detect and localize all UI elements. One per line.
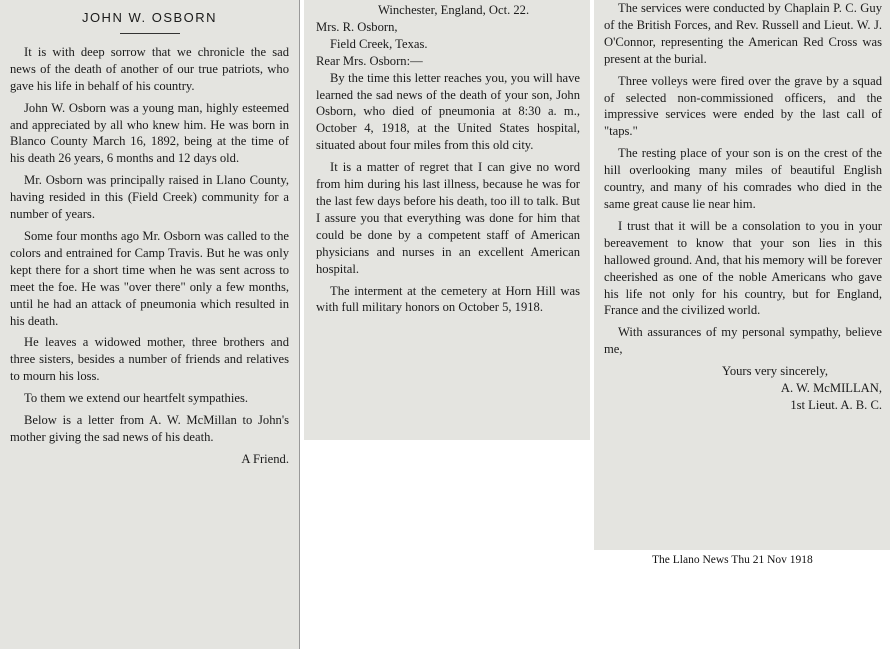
letter-column-2: [594, 0, 890, 550]
paragraph: The resting place of your son is on the crest of the hill overlooking many miles of beautiful English country, and many of his comrades who died in the same great cause lie near him.: [604, 146, 882, 211]
dateline: Winchester, England, Oct. 22.: [378, 3, 530, 17]
paragraph: It is a matter of regret that I can give no word from him during his last illness, because he was for the last few days before his death, too ill to talk. But I assure you that everything was done for him that could be done by a competent staff of American physicians and nurses in an excellent American hospital.: [316, 160, 580, 276]
signer-title: 1st Lieut. A. B. C.: [790, 397, 882, 412]
paragraph: John W. Osborn was a young man, highly esteemed and appreciated by all who knew him. He was born in Blanco County March 16, 1892, being at the time of his death 26 years, 6 months and 12 days old.: [10, 100, 289, 166]
paragraph: Three volleys were fired over the grave by a squad of selected non-commissioned officers, and the impressive services were ended by the last call of "taps.": [604, 73, 882, 139]
signature: A Friend.: [241, 451, 289, 466]
obituary-column: [0, 0, 300, 649]
headline: JOHN W. OSBORN: [81, 10, 218, 25]
paragraph: The interment at the cemetery at Horn Hill was with full military honors on October 5, 1918.: [316, 283, 580, 315]
paragraph: With assurances of my personal sympathy, believe me,: [604, 325, 882, 357]
signer: A. W. McMILLAN,: [780, 381, 882, 396]
salutation: Rear Mrs. Osborn:—: [316, 53, 423, 68]
paragraph: It is with deep sorrow that we chronicle the sad news of the death of another of our true patriots, who gave his life in behalf of his country.: [10, 44, 289, 93]
letter-column-1: [304, 0, 590, 440]
paragraph: The services were conducted by Chaplain P. C. Guy of the British Forces, and Rev. Russell and Lieut. W. J. O'Connor, representing the American Red Cross was present at the burial.: [604, 1, 882, 66]
paragraph: Some four months ago Mr. Osborn was called to the colors and entrained for Camp Travis. But he was only kept there for a short time when he was sent across to meet the foe. He was "over there" only a few months, until he had an attack of pneumonia which resulted in his death.: [10, 228, 289, 328]
paragraph: By the time this letter reaches you, you will have learned the sad news of the death of your son, John Osborn, who died of pneumonia at 8:30 a. m., October 4, 1918, at the United States hospital, situated about four miles from this old city.: [316, 70, 580, 153]
paragraph: I trust that it will be a consolation to you in your bereavement to know that your son lies in this hallowed ground. And, that his memory will be forever cheerished as one of the noble Americans who gave his life not only for his country, but for England, France and the civilized world.: [604, 218, 882, 318]
closing: Yours very sincerely,: [722, 364, 828, 379]
paragraph: To them we extend our heartfelt sympathies.: [24, 391, 248, 406]
address-line: Mrs. R. Osborn,: [316, 19, 398, 34]
paragraph: Below is a letter from A. W. McMillan to John's mother giving the sad news of his death.: [10, 413, 289, 444]
source-caption: The Llano News Thu 21 Nov 1918: [652, 554, 813, 566]
paragraph: He leaves a widowed mother, three brothers and three sisters, besides a number of friends and relatives to mourn his loss.: [10, 335, 289, 384]
headline-rule: [120, 33, 180, 34]
address-line: Field Creek, Texas.: [330, 36, 428, 51]
paragraph: Mr. Osborn was principally raised in Llano County, having resided in this (Field Creek) community for a number of years.: [10, 173, 289, 222]
